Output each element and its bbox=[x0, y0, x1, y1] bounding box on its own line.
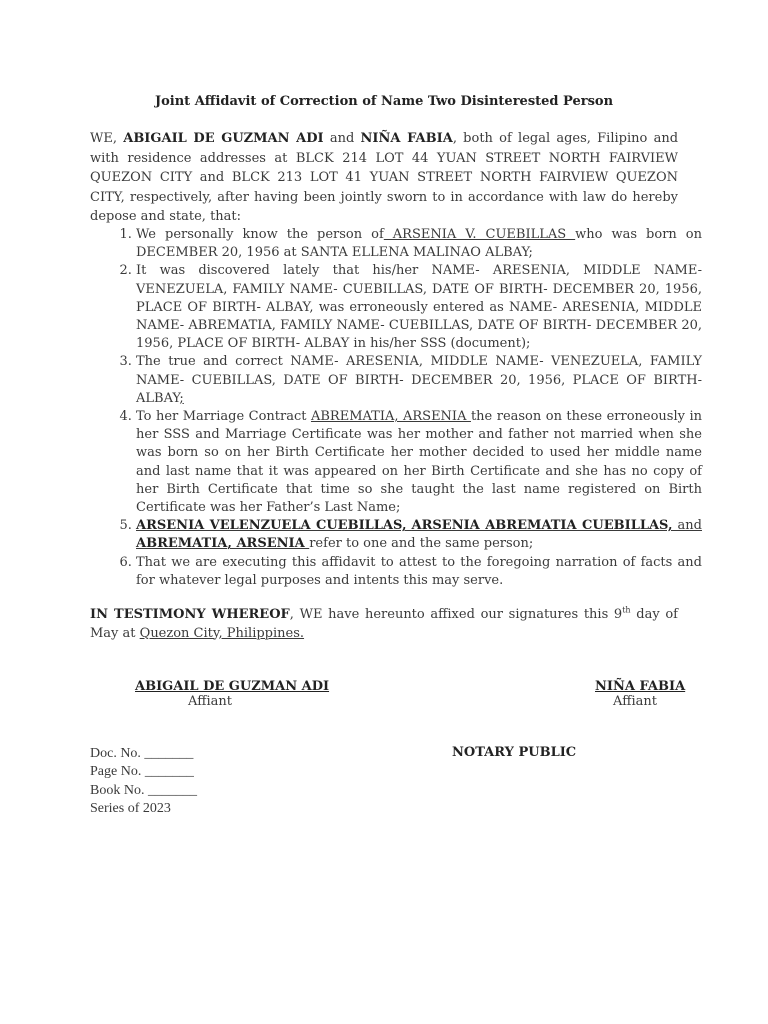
series-year: Series of 2023 bbox=[90, 801, 171, 817]
signature-role-right: Affiant bbox=[613, 694, 657, 709]
statement-list bbox=[112, 226, 702, 590]
testimony-paragraph: IN TESTIMONY WHEREOF, WE have hereunto affixed our signatures this 9th day of May at Quezon City, Philippines. bbox=[90, 605, 678, 641]
affiant2-name: NIÑA FABIA bbox=[360, 131, 453, 146]
book-number: Book No. _______ bbox=[90, 782, 197, 798]
signature-role-left: Affiant bbox=[188, 694, 232, 709]
signature-name-left: ABIGAIL DE GUZMAN ADI bbox=[135, 679, 330, 694]
intro-we: WE, bbox=[90, 131, 124, 146]
document-title: Joint Affidavit of Correction of Name Two Disinterested Person bbox=[154, 94, 614, 109]
doc-number: Doc. No. _______ bbox=[90, 746, 194, 761]
document-info bbox=[90, 745, 197, 819]
list-item-3: 3. The true and correct NAME- ARESENIA, MIDDLE NAME- VENEZUELA, FAMILY NAME- CUEBILLAS, DATE OF BIRTH- DECEMBER 20, 1956, PLACE OF BIRTH- ALBAY; bbox=[136, 353, 702, 408]
subject-name: ARSENIA V. CUEBILLAS bbox=[383, 227, 576, 242]
list-item-4: 4. To her Marriage Contract ABREMATIA, ARSENIA the reason on these erroneously in her SSS and Marriage Certificate was her mother and father not married when she was born so on her Birth Certificate her mother decided to used her middle name and last name that it was appeared on her Birth Certificate and she has no copy of her Birth Certificate that time so she taught the last name registered on Birth Certificate was her Father’s Last Name; bbox=[136, 408, 702, 517]
name-variant-1: ARSENIA VELENZUELA CUEBILLAS, bbox=[136, 518, 407, 534]
list-item-5: 5. ARSENIA VELENZUELA CUEBILLAS, ARSENIA ABREMATIA CUEBILLAS, and ABREMATIA, ARSENIA refer to one and the same person; bbox=[136, 517, 702, 553]
testimony-lead: IN TESTIMONY WHEREOF bbox=[90, 607, 290, 622]
marriage-contract-name: ABREMATIA, ARSENIA bbox=[310, 409, 471, 425]
list-item-6: 6. That we are executing this affidavit to attest to the foregoing narration of facts and for whatever legal purposes and intents this may serve. bbox=[136, 554, 702, 590]
testimony-place: Quezon City, Philippines. bbox=[139, 625, 305, 641]
signature-block-left bbox=[135, 679, 329, 709]
signature-name-right: NIÑA FABIA bbox=[595, 679, 686, 694]
list-item-1: 1. We personally know the person of ARSENIA V. CUEBILLAS who was born on DECEMBER 20, 1956 at SANTA ELLENA MALINAO ALBAY; bbox=[136, 226, 702, 262]
page-number: Page No. _______ bbox=[90, 764, 194, 780]
notary-public-label: NOTARY PUBLIC bbox=[452, 745, 577, 760]
intro-and: and bbox=[323, 131, 361, 146]
intro-paragraph bbox=[90, 129, 678, 227]
list-item-2: 2. It was discovered lately that his/her NAME- ARESENIA, MIDDLE NAME- VENEZUELA, FAMILY NAME- CUEBILLAS, DATE OF BIRTH- DECEMBER 20, 1956, PLACE OF BIRTH- ALBAY, was erroneously entered as NAME- ARESENIA, MIDDLE NAME- ABREMATIA, FAMILY NAME- CUEBILLAS, DATE OF BIRTH- DECEMBER 20, 1956, PLACE OF BIRTH- ALBAY in his/her SSS (document); bbox=[136, 262, 702, 353]
affiant1-name: ABIGAIL DE GUZMAN ADI bbox=[123, 131, 324, 146]
intro-rest: , both of legal ages, Filipino and with residence addresses at BLCK 214 LOT 44 YUAN STREET NORTH FAIRVIEW QUEZON CITY and BLCK 213 LOT 41 YUAN STREET NORTH FAIRVIEW QUEZON CITY, respectively, after having been jointly sworn to in accordance with law do hereby depose and state, that: bbox=[90, 131, 679, 225]
name-variant-3: ABREMATIA, ARSENIA bbox=[136, 536, 310, 552]
name-variant-2: ARSENIA ABREMATIA CUEBILLAS, bbox=[411, 518, 673, 534]
signature-block-right bbox=[595, 679, 685, 709]
